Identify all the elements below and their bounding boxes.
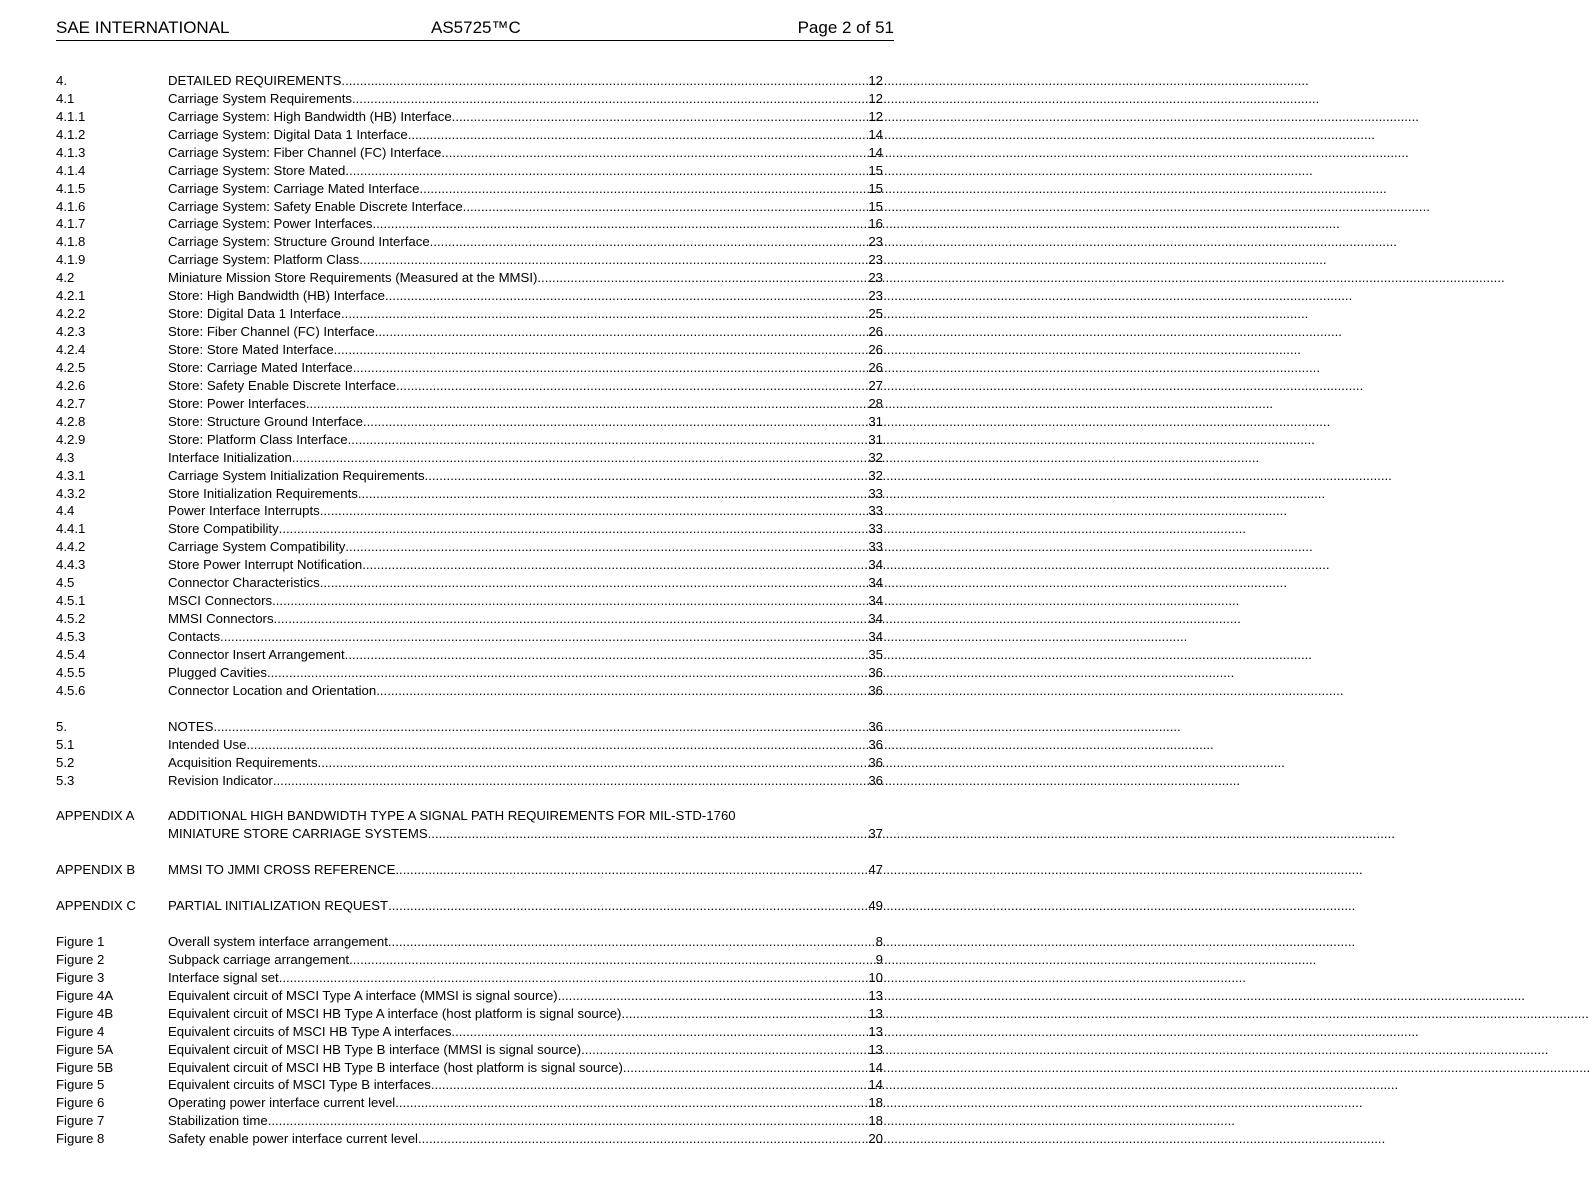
leader-dots [349,951,875,969]
toc-entry-number: Figure 5A [56,1041,114,1057]
toc-entry-number: 4.1.3 [56,144,86,160]
toc-entry[interactable] [56,1112,883,1130]
toc-entry-page: 23 [868,252,883,268]
toc-entry-title: Carriage System: Store Mated [168,162,346,178]
organization-name: SAE INTERNATIONAL [56,18,230,37]
toc-entry-number: 4.1.4 [56,162,86,178]
toc-entry[interactable] [56,987,883,1005]
toc-entry-title: Store: Structure Ground Interface [168,413,363,429]
toc-entry-title: Acquisition Requirements [168,754,318,770]
toc-entry-page: 36 [868,736,883,752]
toc-entry-number: 4.5.4 [56,646,86,662]
toc-entry-number: 4.3 [56,449,75,465]
toc-entry-title: Plugged Cavities [168,664,267,680]
toc-entry-title: Carriage System: Platform Class [168,252,360,268]
toc-entry-number: 4.2.6 [56,377,86,393]
toc-entry-page: 13 [868,1023,883,1039]
leader-dots [352,90,867,108]
toc-entry-page: 33 [868,485,883,501]
toc-entry[interactable] [56,72,883,90]
leader-dots [267,664,867,682]
leader-dots [268,1112,868,1130]
toc-entry[interactable] [56,736,883,754]
leader-dots [358,485,867,503]
toc-entry-number: 4.2.8 [56,413,86,429]
toc-entry-page: 28 [868,395,883,411]
leader-dots [213,718,867,736]
leader-dots [451,1023,867,1041]
toc-entry-number: 4.4.2 [56,539,86,555]
toc-entry-page: 36 [868,754,883,770]
toc-entry-appendix-b[interactable] [56,861,883,879]
leader-dots [363,413,867,431]
toc-entry-title: MSCI Connectors [168,593,273,609]
toc-entry[interactable] [56,933,883,951]
leader-dots [279,969,868,987]
toc-entry-number: 4.5.1 [56,593,86,609]
toc-entry-page: 23 [868,234,883,250]
toc-entry-number: Figure 5B [56,1059,114,1075]
toc-entry[interactable] [56,1094,883,1112]
leader-dots [348,431,868,449]
page-header [56,18,894,41]
toc-entry-title: Store: Power Interfaces [168,395,306,411]
toc-entry-number: 4.5.2 [56,611,86,627]
toc-entry-number: Figure 7 [56,1113,105,1129]
toc-entry-number: 4.3.1 [56,467,86,483]
toc-entry-title: Store: Digital Data 1 Interface [168,306,341,322]
toc-entry[interactable] [56,485,883,503]
toc-entry-number: 5. [56,718,67,734]
toc-entry-page: 32 [868,449,883,465]
toc-entry-number: Figure 4B [56,1005,114,1021]
toc-entry[interactable] [56,1077,883,1095]
leader-dots [425,467,868,485]
toc-entry-page: 36 [868,664,883,680]
toc-entry-page: 32 [868,467,883,483]
toc-entry[interactable] [56,664,883,682]
toc-entry-page: 35 [868,646,883,662]
toc-entry[interactable] [56,305,883,323]
toc-entry[interactable] [56,592,883,610]
toc-entry-number: 4.5 [56,575,75,591]
toc-entry-title: Connector Location and Orientation [168,682,377,698]
toc-entry-number: 4.5.3 [56,629,86,645]
toc-entry[interactable] [56,287,883,305]
toc-entry-number: Figure 2 [56,951,105,967]
leader-dots [320,574,868,592]
toc-entry-title: Equivalent circuit of MSCI HB Type B interface (host platform is signal source) [168,1059,623,1075]
toc-entry-title: Store: Store Mated Interface [168,342,334,358]
toc-entry-title: Carriage System Requirements [168,90,352,106]
toc-entry-appendix-a[interactable] [56,825,883,843]
table-of-contents [56,72,883,1148]
toc-entry[interactable] [56,251,883,269]
toc-entry-title: Subpack carriage arrangement [168,951,350,967]
toc-entry-number: 4.1.9 [56,252,86,268]
toc-entry-page: 12 [868,108,883,124]
leader-dots [353,359,868,377]
leader-dots [220,628,867,646]
toc-entry[interactable] [56,556,883,574]
toc-entry-title: Stabilization time [168,1113,268,1129]
toc-entry-page: 9 [875,951,883,967]
toc-entry-title: Carriage System: Digital Data 1 Interface [168,126,408,142]
toc-entry-title: DETAILED REQUIREMENTS [168,72,342,88]
toc-entry-title: Carriage System Compatibility [168,539,346,555]
toc-entry-number: 4.2.2 [56,306,86,322]
toc-entry-title: Interface Initialization [168,449,292,465]
toc-entry[interactable] [56,628,883,646]
toc-entry[interactable] [56,233,883,251]
toc-entry[interactable] [56,359,883,377]
toc-entry-title: Intended Use [168,736,247,752]
toc-entry-number: APPENDIX A [56,808,135,824]
leader-dots [463,198,868,216]
toc-entry-title: Power Interface Interrupts [168,503,320,519]
toc-entry[interactable] [56,413,883,431]
toc-entry[interactable] [56,538,883,556]
toc-entry-title: ADDITIONAL HIGH BANDWIDTH TYPE A SIGNAL PATH REQUIREMENTS FOR MIL-STD-1760 [168,808,736,824]
leader-dots [408,126,868,144]
toc-entry-page: 16 [868,216,883,232]
toc-entry-appendix-c[interactable] [56,897,883,915]
toc-entry[interactable] [56,180,883,198]
toc-entry-number: 4.4 [56,503,75,519]
leader-dots [362,556,867,574]
toc-entry-number: 4.2.7 [56,395,86,411]
toc-entry-title: Safety enable power interface current level [168,1131,418,1147]
toc-entry-number: 4.4.3 [56,557,86,573]
toc-entry-number: APPENDIX C [56,898,136,914]
toc-entry-number: 4. [56,72,67,88]
leader-dots [272,592,867,610]
toc-entry-title: Equivalent circuit of MSCI HB Type A interface (host platform is signal source) [168,1005,622,1021]
toc-entry[interactable] [56,1059,883,1077]
toc-entry-page: 34 [868,557,883,573]
toc-entry-page: 27 [868,377,883,393]
toc-entry-title: Carriage System: Power Interfaces [168,216,373,232]
toc-entry-number: 4.1 [56,90,75,106]
toc-entry-number: 4.2.5 [56,359,86,375]
toc-entry[interactable] [56,574,883,592]
leader-dots [375,323,868,341]
leader-dots [345,538,867,556]
document-id: AS5725™C [431,18,521,37]
toc-entry-title: Store Compatibility [168,521,279,537]
toc-entry-number: 4.2.1 [56,288,86,304]
toc-entry-title: Carriage System: Carriage Mated Interface [168,180,420,196]
toc-entry-title: Equivalent circuits of MSCI Type B interfaces [168,1077,431,1093]
toc-entry-page: 33 [868,503,883,519]
toc-entry-title: Store Initialization Requirements [168,485,358,501]
toc-entry-number: Figure 3 [56,969,105,985]
toc-entry[interactable] [56,341,883,359]
leader-dots [623,1059,867,1077]
toc-entry-title: PARTIAL INITIALIZATION REQUEST [168,898,389,914]
toc-entry[interactable] [56,90,883,108]
toc-entry[interactable] [56,395,883,413]
toc-entry[interactable] [56,377,883,395]
toc-entry-title: NOTES [168,718,214,734]
toc-section-5 [56,718,883,790]
toc-entry-title: Equivalent circuits of MSCI HB Type A interfaces [168,1023,452,1039]
leader-dots [320,502,868,520]
leader-dots [395,1094,867,1112]
toc-entry-page: 31 [868,413,883,429]
toc-entry-page: 33 [868,521,883,537]
toc-entry-page: 13 [868,1041,883,1057]
toc-entry-page: 14 [868,126,883,142]
leader-dots [452,108,868,126]
toc-entry-number: Figure 4 [56,1023,105,1039]
toc-entry-number: 4.1.5 [56,180,86,196]
leader-dots [431,1076,867,1094]
toc-entry-page: 13 [868,987,883,1003]
toc-entry[interactable] [56,718,883,736]
toc-entry-page: 26 [868,359,883,375]
toc-entry-number: 4.1.6 [56,198,86,214]
toc-entry-title: Overall system interface arrangement [168,933,388,949]
toc-entry-number: 4.1.2 [56,126,86,142]
toc-entry-title: Store: Carriage Mated Interface [168,359,353,375]
leader-dots [246,736,867,754]
toc-entry[interactable] [56,754,883,772]
toc-entry-page: 36 [868,718,883,734]
toc-entry-page: 12 [868,90,883,106]
toc-entry-number: Figure 6 [56,1095,105,1111]
toc-entry[interactable] [56,323,883,341]
list-of-figures [56,933,883,1148]
toc-entry[interactable] [56,126,883,144]
leader-dots [388,933,875,951]
toc-entry-page: 23 [868,270,883,286]
toc-entry-title: Revision Indicator [168,772,273,788]
leader-dots [318,754,868,772]
toc-entry[interactable] [56,610,883,628]
leader-dots [359,251,867,269]
toc-entry-page: 26 [868,324,883,340]
toc-entry[interactable] [56,144,883,162]
toc-entry-page: 14 [868,1077,883,1093]
toc-section-4 [56,72,883,700]
toc-entry-page: 37 [868,826,883,842]
toc-entry-number: 4.5.6 [56,682,86,698]
leader-dots [274,610,868,628]
toc-entry-number: 5.1 [56,736,75,752]
toc-entry[interactable] [56,1023,883,1041]
leader-dots [345,646,868,664]
leader-dots [273,772,868,790]
toc-entry-title: Carriage System: Fiber Channel (FC) Interface [168,144,442,160]
toc-entry-page: 49 [868,898,883,914]
toc-entry-title: Store: Platform Class Interface [168,431,348,447]
toc-entry-number: Figure 4A [56,987,114,1003]
toc-entry-title: Store: Fiber Channel (FC) Interface [168,324,375,340]
toc-entry-number: 4.1.1 [56,108,86,124]
leader-dots [341,305,867,323]
toc-entry-title: Carriage System: Structure Ground Interface [168,234,430,250]
toc-entry-page: 10 [868,969,883,985]
toc-entry-title: Carriage System: Safety Enable Discrete Interface [168,198,463,214]
toc-entry[interactable] [56,108,883,126]
toc-entry-number: 4.1.8 [56,234,86,250]
toc-entry-title: MMSI Connectors [168,611,274,627]
toc-entry[interactable] [56,198,883,216]
toc-entry[interactable] [56,162,883,180]
toc-entry-title: MMSI TO JMMI CROSS REFERENCE [168,862,396,878]
page-number: Page 2 of 51 [797,18,894,37]
toc-entry-page: 18 [868,1095,883,1111]
toc-entry[interactable] [56,1005,883,1023]
toc-entry-title: Carriage System: High Bandwidth (HB) Interface [168,108,452,124]
toc-entry-page: 47 [868,862,883,878]
toc-entry-page: 15 [868,162,883,178]
toc-entry[interactable] [56,520,883,538]
toc-entry-title: Operating power interface current level [168,1095,396,1111]
leader-dots [428,825,868,843]
toc-entry-title: Connector Characteristics [168,575,320,591]
toc-entry-number: 4.2.3 [56,324,86,340]
toc-entry-title-continued: MINIATURE STORE CARRIAGE SYSTEMS [168,826,428,842]
toc-entry-title: Miniature Mission Store Requirements (Measured at the MMSI) [168,270,538,286]
leader-dots [396,377,867,395]
toc-entry-page: 13 [868,1005,883,1021]
toc-entry-number: 5.3 [56,772,75,788]
toc-entry[interactable] [56,467,883,485]
toc-entry-page: 33 [868,539,883,555]
leader-dots [395,861,867,879]
toc-entry-number: Figure 8 [56,1131,105,1147]
toc-entry-title: Store Power Interrupt Notification [168,557,363,573]
toc-entry-page: 26 [868,342,883,358]
toc-entry-title: Store: High Bandwidth (HB) Interface [168,288,385,304]
leader-dots [345,162,867,180]
toc-entry-page: 25 [868,306,883,322]
leader-dots [372,215,867,233]
toc-entry-number: 4.2.9 [56,431,86,447]
toc-entry[interactable] [56,1041,883,1059]
leader-dots [388,897,867,915]
toc-entry-page: 12 [868,72,883,88]
toc-entry-number: 4.4.1 [56,521,86,537]
toc-entry-number: 4.1.7 [56,216,86,232]
toc-entry-page: 34 [868,611,883,627]
toc-entry-number: 4.3.2 [56,485,86,501]
toc-entry-page: 36 [868,772,883,788]
toc-entry[interactable] [56,646,883,664]
leader-dots [621,1005,867,1023]
toc-entry-page: 15 [868,198,883,214]
toc-entry[interactable] [56,1130,883,1148]
toc-entry-number: 5.2 [56,754,75,770]
toc-entry-number: Figure 1 [56,933,105,949]
toc-entry-page: 34 [868,575,883,591]
toc-entry-title: Equivalent circuit of MSCI Type A interface (MMSI is signal source) [168,987,558,1003]
toc-entry-title: Contacts [168,629,221,645]
toc-entry-page: 15 [868,180,883,196]
toc-entry[interactable] [56,269,883,287]
toc-entry-page: 23 [868,288,883,304]
toc-entry-title: Store: Safety Enable Discrete Interface [168,377,396,393]
toc-entry-title: Carriage System Initialization Requirements [168,467,425,483]
toc-entry-page: 14 [868,1059,883,1075]
leader-dots [581,1041,867,1059]
leader-dots [419,180,867,198]
leader-dots [306,395,868,413]
toc-entry-number: 4.2 [56,270,75,286]
toc-entry-title: Interface signal set [168,969,279,985]
toc-entry-page: 34 [868,629,883,645]
toc-entry[interactable] [56,216,883,234]
toc-entry[interactable] [56,682,883,700]
leader-dots [558,987,868,1005]
toc-entry-number: APPENDIX B [56,862,136,878]
leader-dots [385,287,867,305]
toc-entry-page: 20 [868,1131,883,1147]
toc-entry-number: 4.5.5 [56,664,86,680]
toc-entry[interactable] [56,951,883,969]
leader-dots [441,144,867,162]
leader-dots [341,72,867,90]
toc-entry-appendix-a-number[interactable] [56,807,883,825]
leader-dots [292,449,867,467]
leader-dots [430,233,868,251]
leader-dots [376,682,867,700]
toc-entry-number: Figure 5 [56,1077,105,1093]
toc-entry-page: 8 [875,933,883,949]
leader-dots [537,269,867,287]
toc-entry-page: 34 [868,593,883,609]
toc-entry[interactable] [56,431,883,449]
toc-entry-page: 18 [868,1113,883,1129]
toc-entry-page: 36 [868,682,883,698]
leader-dots [334,341,868,359]
toc-entry[interactable] [56,772,883,790]
leader-dots [418,1130,867,1148]
leader-dots [279,520,868,538]
toc-entry-number: 4.2.4 [56,342,86,358]
toc-entry-title: Connector Insert Arrangement [168,646,345,662]
toc-entry-page: 14 [868,144,883,160]
toc-entry[interactable] [56,969,883,987]
toc-entry-title: Equivalent circuit of MSCI HB Type B interface (MMSI is signal source) [168,1041,582,1057]
toc-entry[interactable] [56,503,883,521]
toc-entry-page: 31 [868,431,883,447]
toc-entry[interactable] [56,449,883,467]
